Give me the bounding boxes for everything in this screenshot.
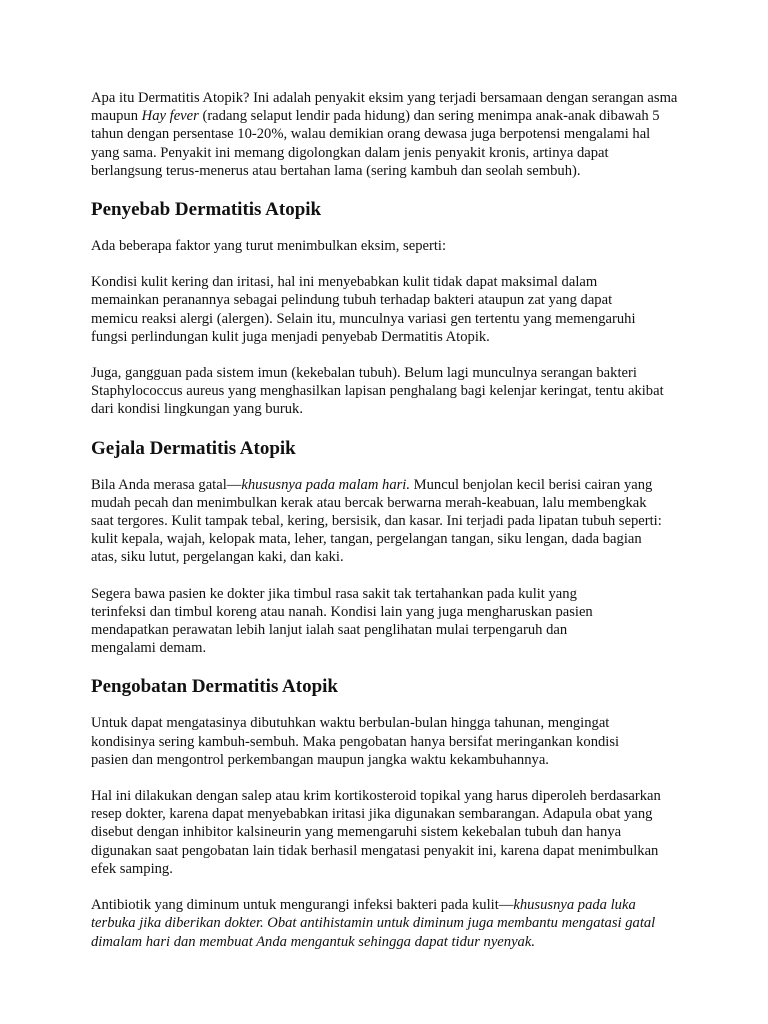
penyebab-paragraph-2: Kondisi kulit kering dan iritasi, hal ini menyebabkan kulit tidak dapat maksimal dalam memainkan peranannya sebagai pelindung tubuh terhadap bakteri ataupun zat yang dapat memicu reaksi alergi (alergen). Selain itu, munculnya variasi gen tertentu yang memengaruhi fungsi perlindungan kulit juga menjadi penyebab Dermatitis Atopik. bbox=[91, 274, 636, 345]
pengobatan-italic-text: khususnya pada luka terbuka jika diberikan dokter. Obat antihistamin untuk diminum juga membantu mengatasi gatal dimalam hari dan membuat Anda mengantuk sehingga dapat tidur nyenyak. bbox=[91, 897, 656, 950]
pengobatan-paragraph-2: Hal ini dilakukan dengan salep atau krim kortikosteroid topikal yang harus diperoleh berdasarkan resep dokter, karena dapat menyebabkan iritasi jika digunakan sembarangan. Adapula obat yang disebut dengan inhibitor kalsineurin yang memengaruhi sistem kekebalan tubuh dan hanya digunakan saat pengobatan lain tidak berhasil mengatasi penyakit ini, karena dapat menimbulkan efek samping. bbox=[91, 788, 661, 877]
gejala-text-2: Muncul benjolan kecil berisi cairan yang mudah pecah dan menimbulkan kerak atau bercak berwarna merah-keabuan, lalu membengkak saat tergores. Kulit tampak tebal, kering, bersisik, dan kasar. Ini terjadi pada lipatan tubuh seperti: kulit kepala, wajah, kelopak mata, leher, tangan, pergelangan tangan, siku lengan, dada bagian atas, siku lutut, pergelangan kaki, dan kaki. bbox=[91, 476, 662, 566]
heading-gejala: Gejala Dermatitis Atopik bbox=[91, 437, 296, 459]
pengobatan-paragraph-3 bbox=[91, 896, 661, 951]
pengobatan-paragraph-1: Untuk dapat mengatasinya dibutuhkan waktu berbulan-bulan hingga tahunan, mengingat kondisinya sering kambuh-sembuh. Maka pengobatan hanya bersifat meringankan kondisi pasien dan mengontrol perkembangan maupun jangka waktu kekambuhannya. bbox=[91, 715, 620, 768]
penyebab-paragraph-3: Juga, gangguan pada sistem imun (kekebalan tubuh). Belum lagi munculnya serangan bakteri Staphylococcus aureus yang menghasilkan lapisan penghalang bagi kelenjar keringat, tentu akibat dari kondisi lingkungan yang buruk. bbox=[91, 365, 664, 418]
intro-paragraph bbox=[91, 89, 681, 180]
gejala-paragraph-2: Segera bawa pasien ke dokter jika timbul rasa sakit tak tertahankan pada kulit yang terinfeksi dan timbul koreng atau nanah. Kondisi lain yang juga mengharuskan pasien mendapatkan perawatan lebih lanjut ialah saat penglihatan mulai terpengaruh dan mengalami demam. bbox=[91, 585, 593, 657]
penyebab-paragraph-1: Ada beberapa faktor yang turut menimbulkan eksim, seperti: bbox=[91, 238, 447, 255]
document-page bbox=[91, 89, 691, 951]
pengobatan-text-1: Antibiotik yang diminum untuk mengurangi infeksi bakteri pada kulit— bbox=[91, 897, 514, 914]
intro-text-2: (radang selaput lendir pada hidung) dan sering menimpa anak-anak dibawah 5 tahun dengan persentase 10-20%, walau demikian orang dewasa juga berpotensi mengalami hal yang sama. Penyakit ini memang digolongkan dalam jenis penyakit kronis, artinya dapat berlangsung terus-menerus atau bertahan lama (sering kambuh dan seolah sembuh). bbox=[91, 108, 660, 179]
intro-text-1: Apa itu Dermatitis Atopik? Ini adalah penyakit eksim yang terjadi bersamaan dengan serangan asma maupun bbox=[91, 90, 678, 125]
heading-pengobatan: Pengobatan Dermatitis Atopik bbox=[91, 676, 338, 698]
gejala-italic-text: khususnya pada malam hari. bbox=[241, 476, 410, 493]
intro-italic-term: Hay fever bbox=[141, 108, 199, 125]
heading-penyebab: Penyebab Dermatitis Atopik bbox=[91, 199, 322, 221]
gejala-paragraph-1 bbox=[91, 476, 666, 567]
gejala-text-1: Bila Anda merasa gatal— bbox=[91, 476, 242, 493]
